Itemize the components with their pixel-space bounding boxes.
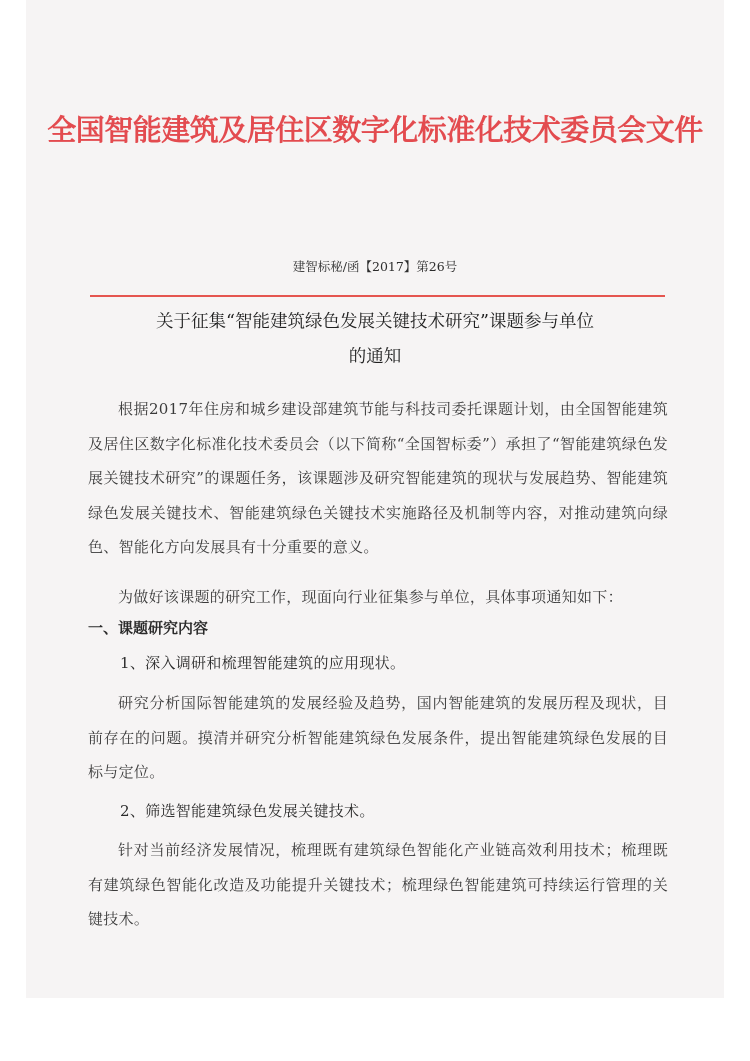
notice-title-line2: 的通知 (348, 347, 402, 367)
document-number: 建智标秘/函【2017】第26号 (292, 259, 458, 274)
item-text-2: 针对当前经济发展情况，梳理既有建筑绿色智能化产业链高效利用技术；梳理既有建筑绿色智能化改造及功能提升关键技术；梳理绿色智能建筑可持续运行管理的关键技术。 (88, 841, 668, 928)
item-heading-2: 2、筛选智能建筑绿色发展关键技术。 (120, 802, 375, 820)
document-header-title: 全国智能建筑及居住区数字化标准化技术委员会文件 (47, 113, 703, 147)
page-margin (0, 998, 750, 1061)
red-divider-line (90, 295, 665, 297)
body-paragraph-2: 为做好该课题的研究工作，现面向行业征集参与单位，具体事项通知如下： (118, 588, 623, 606)
item-text-1: 研究分析国际智能建筑的发展经验及趋势，国内智能建筑的发展历程及现状，目前存在的问题。摸清并研究分析智能建筑绿色发展条件，提出智能建筑绿色发展的目标与定位。 (88, 694, 668, 781)
notice-title-line1: 关于征集“智能建筑绿色发展关键技术研究”课题参与单位 (156, 312, 594, 332)
item-heading-1: 1、深入调研和梳理智能建筑的应用现状。 (120, 654, 406, 672)
section-heading-1: 一、课题研究内容 (88, 619, 209, 637)
body-paragraph-1: 根据2017年住房和城乡建设部建筑节能与科技司委托课题计划，由全国智能建筑及居住区数字化标准化技术委员会（以下简称“全国智标委”）承担了“智能建筑绿色发展关键技术研究”的课题任务，该课题涉及研究智能建筑的现状与发展趋势、智能建筑绿色发展关键技术、智能建筑绿色关键技术实施路径及机制等内容，对推动建筑向绿色、智能化方向发展具有十分重要的意义。 (88, 400, 668, 556)
